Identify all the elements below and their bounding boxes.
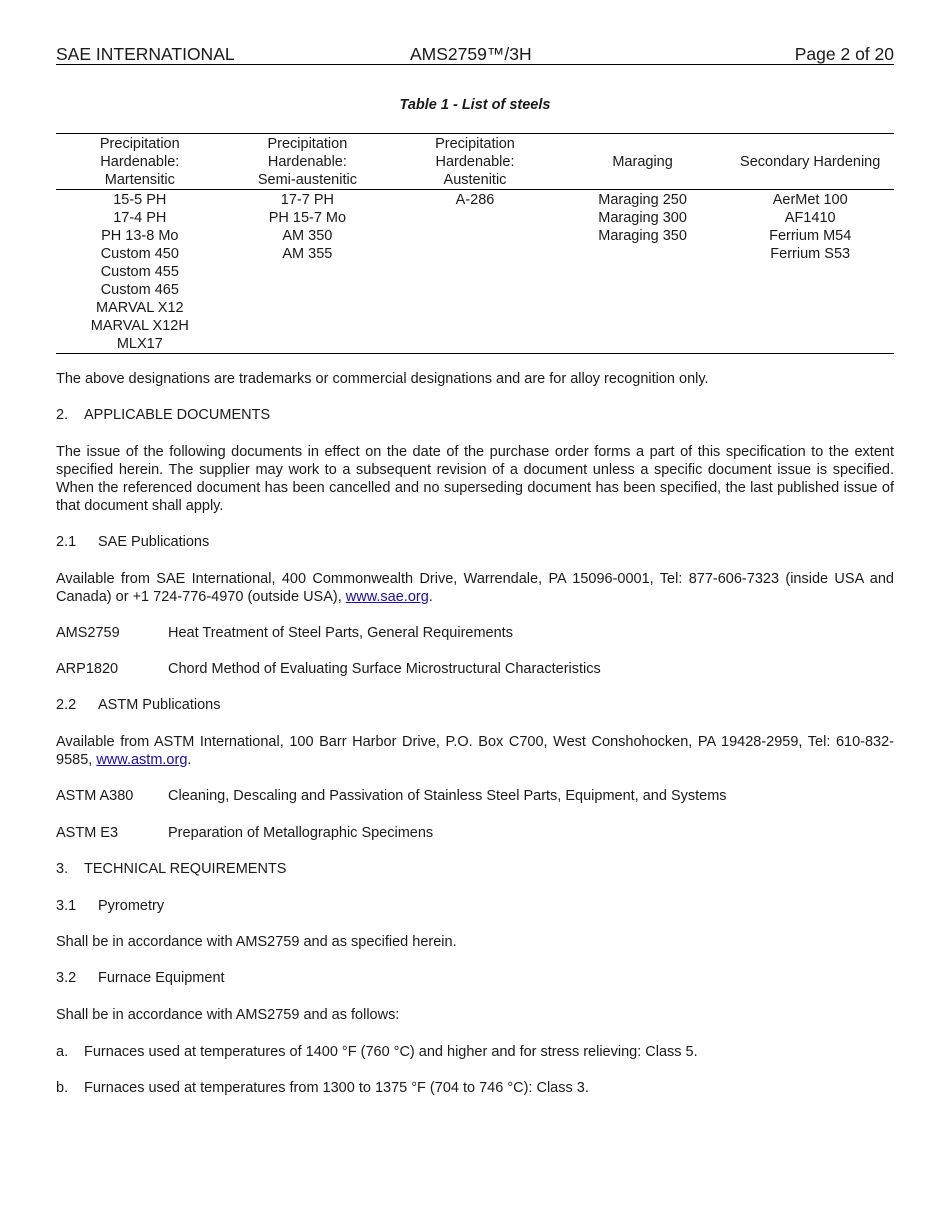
steel-name: AM 350 xyxy=(282,228,333,244)
column-header-maraging xyxy=(559,134,727,190)
steel-name: MLX17 xyxy=(116,336,163,352)
reference-doc-astm-e3 xyxy=(56,824,894,842)
trademark-note: The above designations are trademarks or commercial designations and are for alloy recognition only. xyxy=(56,371,709,387)
period: . xyxy=(187,752,192,768)
availability-text: Available from ASTM International, 100 Barr Harbor Drive, P.O. Box C700, West Conshohocken, PA 19428-2959, Tel: 610-832-9585, xyxy=(56,734,894,768)
steel-name: Custom 465 xyxy=(100,282,179,298)
running-header xyxy=(56,44,894,65)
doc-code: AMS2759 xyxy=(56,625,120,641)
section-title: Pyrometry xyxy=(98,898,165,914)
column-header-austenitic xyxy=(391,134,559,190)
sae-website-link[interactable]: www.sae.org xyxy=(345,589,429,605)
section-title: SAE Publications xyxy=(98,534,210,550)
availability-text: Available from SAE International, 400 Commonwealth Drive, Warrendale, PA 15096-0001, Tel: 877-606-7323 (inside USA and Canada) or +1 724-776-4970 (outside USA), xyxy=(56,571,894,605)
doc-title: Cleaning, Descaling and Passivation of Stainless Steel Parts, Equipment, and Systems xyxy=(168,788,727,804)
cell-martensitic-steels xyxy=(56,190,224,354)
steel-name: 15-5 PH xyxy=(113,192,167,208)
steel-name: PH 15-7 Mo xyxy=(268,210,347,226)
period: . xyxy=(428,589,433,605)
header-line: Austenitic xyxy=(443,172,507,188)
header-line: Hardenable: xyxy=(267,154,347,170)
reference-doc-astm-a380 xyxy=(56,787,894,805)
cell-austenitic-steels xyxy=(391,190,559,354)
section-2-body: The issue of the following documents in effect on the date of the purchase order forms a part of this specification to the extent specified herein. The supplier may work to a subsequent revision of a document unless a specific document issue is specified. When the referenced document has been cancelled and no superseding document has been specified, the last published issue of that document shall apply. xyxy=(56,444,894,514)
cell-secondary-hardening-steels xyxy=(726,190,894,354)
steel-name: 17-7 PH xyxy=(280,192,334,208)
doc-title: Chord Method of Evaluating Surface Microstructural Characteristics xyxy=(168,661,601,677)
section-number: 3.1 xyxy=(56,898,77,914)
astm-availability xyxy=(56,733,894,769)
header-line: Martensitic xyxy=(104,172,175,188)
header-line: Maraging xyxy=(612,154,673,170)
steel-name: Maraging 350 xyxy=(598,228,687,244)
column-header-semi-austenitic xyxy=(224,134,392,190)
doc-title: Preparation of Metallographic Specimens xyxy=(168,825,434,841)
steel-name: Ferrium M54 xyxy=(769,228,852,244)
steel-name: MARVAL X12H xyxy=(90,318,189,334)
header-line: Hardenable: xyxy=(100,154,180,170)
section-title: Furnace Equipment xyxy=(98,970,225,986)
steels-table xyxy=(56,133,894,354)
section-number: 2.2 xyxy=(56,697,77,713)
sae-availability xyxy=(56,570,894,606)
steel-name: AerMet 100 xyxy=(772,192,848,208)
steel-name: PH 13-8 Mo xyxy=(101,228,179,244)
header-line: Precipitation xyxy=(99,136,180,152)
section-title: TECHNICAL REQUIREMENTS xyxy=(84,861,287,877)
list-text: Furnaces used at temperatures of 1400 °F (760 °C) and higher and for stress relieving: Class 5. xyxy=(84,1044,698,1060)
steel-name: 17-4 PH xyxy=(113,210,167,226)
header-organization: SAE INTERNATIONAL xyxy=(56,44,235,64)
doc-code: ARP1820 xyxy=(56,661,119,677)
steel-name: AM 355 xyxy=(282,246,333,262)
section-3-2-body: Shall be in accordance with AMS2759 and as follows: xyxy=(56,1007,400,1023)
reference-doc-arp1820 xyxy=(56,660,894,678)
section-title: ASTM Publications xyxy=(98,697,221,713)
section-2-1-heading xyxy=(56,533,894,551)
steel-name: MARVAL X12 xyxy=(96,300,184,316)
steel-name: Custom 455 xyxy=(100,264,179,280)
section-number: 3. xyxy=(56,861,69,877)
column-header-martensitic xyxy=(56,134,224,190)
header-page-number: Page 2 of 20 xyxy=(794,44,894,64)
section-title: APPLICABLE DOCUMENTS xyxy=(84,407,271,423)
header-document-id: AMS2759™/3H xyxy=(410,44,532,64)
table-caption: Table 1 - List of steels xyxy=(399,97,551,113)
header-line: Semi-austenitic xyxy=(257,172,357,188)
cell-maraging-steels xyxy=(559,190,727,354)
steel-name: Custom 450 xyxy=(100,246,179,262)
list-marker: a. xyxy=(56,1044,69,1060)
astm-website-link[interactable]: www.astm.org xyxy=(96,752,188,768)
steel-name: A-286 xyxy=(455,192,495,208)
list-item xyxy=(56,1079,894,1097)
list-text: Furnaces used at temperatures from 1300 to 1375 °F (704 to 746 °C): Class 3. xyxy=(84,1080,589,1096)
list-marker: b. xyxy=(56,1080,69,1096)
steel-name: Maraging 300 xyxy=(598,210,687,226)
header-line: Hardenable: xyxy=(435,154,515,170)
header-line: Precipitation xyxy=(267,136,348,152)
header-line: Secondary Hardening xyxy=(740,154,881,170)
section-2-heading xyxy=(56,406,894,424)
steel-name: Maraging 250 xyxy=(598,192,687,208)
column-header-secondary-hardening xyxy=(726,134,894,190)
header-line: Precipitation xyxy=(435,136,515,152)
table-header-row xyxy=(56,134,894,190)
section-2-2-heading xyxy=(56,696,894,714)
steel-name: AF1410 xyxy=(784,210,836,226)
section-3-heading xyxy=(56,860,894,878)
section-number: 2. xyxy=(56,407,69,423)
doc-title: Heat Treatment of Steel Parts, General Requirements xyxy=(168,625,513,641)
section-number: 2.1 xyxy=(56,534,77,550)
doc-code: ASTM E3 xyxy=(56,825,119,841)
section-3-2-heading xyxy=(56,969,894,987)
doc-code: ASTM A380 xyxy=(56,788,134,804)
steel-name: Ferrium S53 xyxy=(770,246,851,262)
table-row xyxy=(56,190,894,354)
section-3-1-body: Shall be in accordance with AMS2759 and as specified herein. xyxy=(56,934,457,950)
reference-doc-ams2759 xyxy=(56,624,894,642)
section-number: 3.2 xyxy=(56,970,77,986)
list-item xyxy=(56,1043,894,1061)
section-3-1-heading xyxy=(56,897,894,915)
cell-semi-austenitic-steels xyxy=(224,190,392,354)
